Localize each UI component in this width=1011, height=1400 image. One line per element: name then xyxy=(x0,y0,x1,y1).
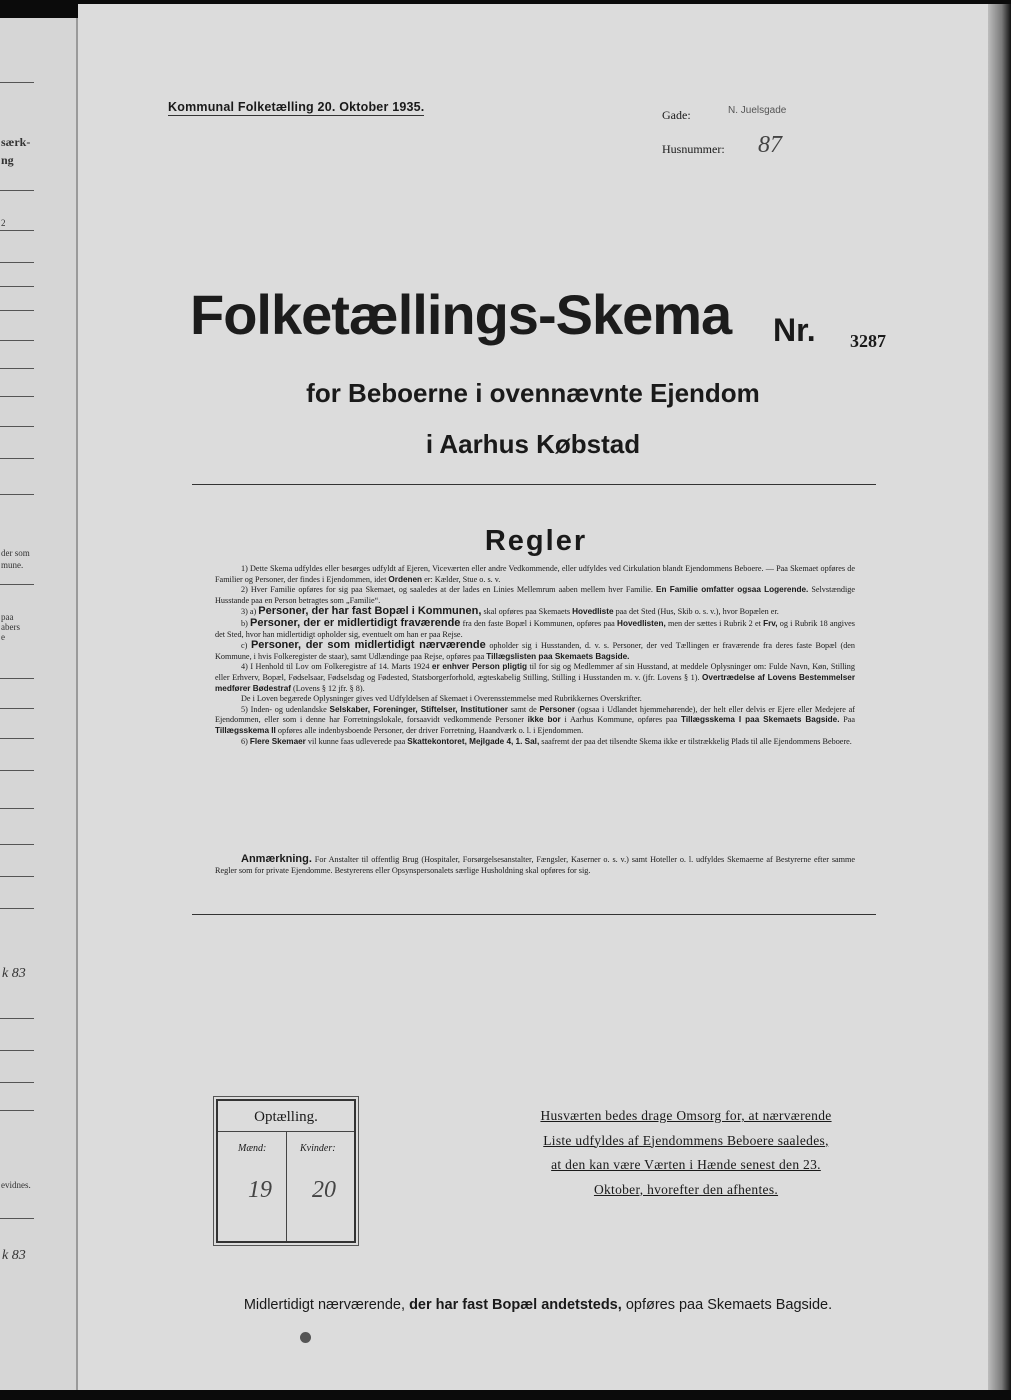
form-number-label: Nr. xyxy=(773,312,816,348)
ruled-line xyxy=(0,458,34,459)
ruled-line xyxy=(0,876,34,877)
fragment-text: e xyxy=(1,632,5,642)
punch-hole xyxy=(300,1332,311,1343)
rule-2: 2) Hver Familie opføres for sig paa Skemaet, og saaledes at der lades en Linies Mellemrum aaben mellem hver Familie. En Familie omfatter ogsaa Logerende. Selvstændige Husstande paa en Person betragtes som „Familie“. xyxy=(215,585,856,605)
rule-3a: 3) a) Personer, der har fast Bopæl i Kommunen, skal opføres paa Skemaets Hovedliste paa det Sted (Hus, Skib o. s. v.), hvor Bopælen er. xyxy=(241,605,779,618)
instruction-line: Husværten bedes drage Omsorg for, at nærværende xyxy=(540,1108,832,1123)
house-number-value: 87 xyxy=(758,132,782,158)
census-header: Kommunal Folketælling 20. Oktober 1935. xyxy=(168,100,425,114)
ruled-line xyxy=(0,1050,34,1051)
ruled-line xyxy=(0,584,34,585)
rule-3b: b) Personer, der er midlertidigt fraværende fra den faste Bopæl i Kommunen, opføres paa Hovedlisten, men der sættes i Rubrik 2 et Frv, og i Rubrik 18 angives det Sted, hvor han midlertidigt opholder sig, eventuelt om han er paa Rejse. xyxy=(215,616,855,639)
house-number-label: Husnummer: xyxy=(662,142,725,156)
rule-6: 6) Flere Skemaer vil kunne faas udleverede paa Skattekontoret, Mejlgade 4, 1. Sal, saafremt der paa det tilsendte Skema ikke er tilstrækkelig Plads til alle Ejendommens Beboere. xyxy=(241,736,852,746)
street-label: Gade: xyxy=(662,108,691,122)
fragment-text: abers xyxy=(1,622,20,632)
rule-5: 5) Inden- og udenlandske Selskaber, Foreninger, Stiftelser, Institutioner samt de Personer (ogsaa i Udlandet hjemmehørende), der helt eller delvis er Ejere eller Medejere af Ejendommen, eller som i denne har Forretningslokale, forsaavidt vedkommende Personer ikke bor i Aarhus Kommune, opføres paa Tillægsskema I paa Skemaets Bagside. Paa Tillægsskema II opføres alle indenbysboende Personer, der driver Forretning, Haandværk o. l. i Ejendommen. xyxy=(215,704,856,735)
rule-1: 1) Dette Skema udfyldes eller besørges udfyldt af Ejeren, Viceværten eller andre Vedkommende, eller udfyldes ved Cirkulation blandt Ejendommens Beboere. — Paa Skemaet opføres de Familier og Personer, der findes i Ejendommen, idet Ordenen er: Kælder, Stue o. s. v. xyxy=(215,564,855,584)
instruction-line: Oktober, hvorefter den afhentes. xyxy=(593,1181,779,1197)
men-label: Mænd: xyxy=(238,1143,267,1154)
rule-4-cont: De i Loven begærede Oplysninger gives ved Udfyldelsen af Skemaet i Overensstemmelse med Rubrikkernes Overskrifter. xyxy=(241,694,642,704)
count-box xyxy=(216,1099,356,1243)
ruled-line xyxy=(0,230,34,231)
ruled-line xyxy=(0,1110,34,1111)
ruled-line xyxy=(0,494,34,495)
ruled-line xyxy=(0,190,34,191)
women-label: Kvinder: xyxy=(300,1143,336,1154)
form-number-value: 3287 xyxy=(850,331,886,351)
rule-3c: c) Personer, der som midlertidigt nærværende opholder sig i Husstanden, d. v. s. Personer, der ved Tællingen er fraværende fra deres faste Bopæl (den Kommune, i hvis Folkeregister de staar), samt Udlændinge paa Rejse, opføres paa Tillægslisten paa Skemaets Bagside. xyxy=(215,639,856,661)
landlord-instructions xyxy=(516,1104,856,1202)
instruction-line: Liste udfyldes af Ejendommens Beboere saaledes, xyxy=(543,1132,829,1148)
ruled-line xyxy=(0,1082,34,1083)
ruled-line xyxy=(0,1018,34,1019)
women-count: 20 xyxy=(312,1177,336,1203)
street-value: N. Juelsgade xyxy=(728,105,787,116)
form-subtitle-city: i Aarhus Købstad xyxy=(425,429,641,459)
footer-note: Midlertidigt nærværende, der har fast Bopæl andetsteds, opføres paa Skemaets Bagside. xyxy=(243,1297,833,1313)
form-subtitle: for Beboerne i ovennævnte Ejendom xyxy=(306,378,760,408)
remark xyxy=(215,854,855,876)
ruled-line xyxy=(0,82,34,83)
form-title: Folketællings-Skema xyxy=(190,283,732,346)
fragment-text: evidnes. xyxy=(1,1180,31,1190)
ruled-line xyxy=(0,426,34,427)
remark-text: For Anstalter til offentlig Brug (Hospitaler, Forsørgelsesanstalter, Fængsler, Kaserner o. s. v.) samt Hoteller o. l. udfyldes Skemaerne af Bestyrerne efter samme Regler som for private Ejendomme. Bestyrerens eller Opsynspersonalets særlige Husholdning skal opføres for sig. xyxy=(215,855,856,875)
ruled-line xyxy=(0,396,34,397)
rules-text xyxy=(215,564,855,747)
page-edge-shadow xyxy=(988,4,1011,1390)
rule-4: 4) I Henhold til Lov om Folkeregistre af 14. Marts 1924 er enhver Person pligtig til for sig og Medlemmer af sin Husstand, at meddele Oplysninger om: Fulde Navn, Køn, Stilling eller Erhverv, Bopæl, Fødselsaar, Fødselsdag og Fødested, Statsborgerforhold, ægteskabelig Stilling, Stilling i Husstanden m. v. (jfr. Lovens § 1). Overtrædelse af Lovens Bestemmelser medfører Bødestraf (Lovens § 12 jfr. § 8). xyxy=(215,662,856,693)
ruled-line xyxy=(0,286,34,287)
rules-heading: Regler xyxy=(484,525,588,557)
fragment-text: ng xyxy=(1,153,14,167)
fragment-text: paa xyxy=(1,612,14,622)
handwritten-note: k 83 xyxy=(2,1248,26,1263)
fragment-text: mune. xyxy=(1,560,24,570)
fragment-text: der som xyxy=(1,548,30,558)
ruled-line xyxy=(0,262,34,263)
ruled-line xyxy=(0,678,34,679)
left-page-fragment xyxy=(0,18,78,1390)
handwritten-note: k 83 xyxy=(2,966,26,981)
ruled-line xyxy=(0,340,34,341)
count-box-title: Optælling. xyxy=(254,1109,318,1125)
ruled-line xyxy=(0,844,34,845)
remark-heading: Anmærkning. xyxy=(241,853,312,865)
divider xyxy=(192,914,876,915)
ruled-line xyxy=(0,368,34,369)
ruled-line xyxy=(0,738,34,739)
fragment-text: særk- xyxy=(1,135,31,149)
ruled-line xyxy=(0,770,34,771)
ruled-line xyxy=(0,708,34,709)
ruled-line xyxy=(0,1218,34,1219)
ruled-line xyxy=(0,908,34,909)
ruled-line xyxy=(0,808,34,809)
divider xyxy=(192,484,876,485)
instruction-line: at den kan være Værten i Hænde senest den 23. xyxy=(551,1157,821,1172)
census-form-page xyxy=(78,4,988,1390)
box-divider xyxy=(286,1131,287,1241)
men-count: 19 xyxy=(248,1177,272,1203)
ruled-line xyxy=(0,310,34,311)
fragment-text: 2 xyxy=(1,218,6,228)
